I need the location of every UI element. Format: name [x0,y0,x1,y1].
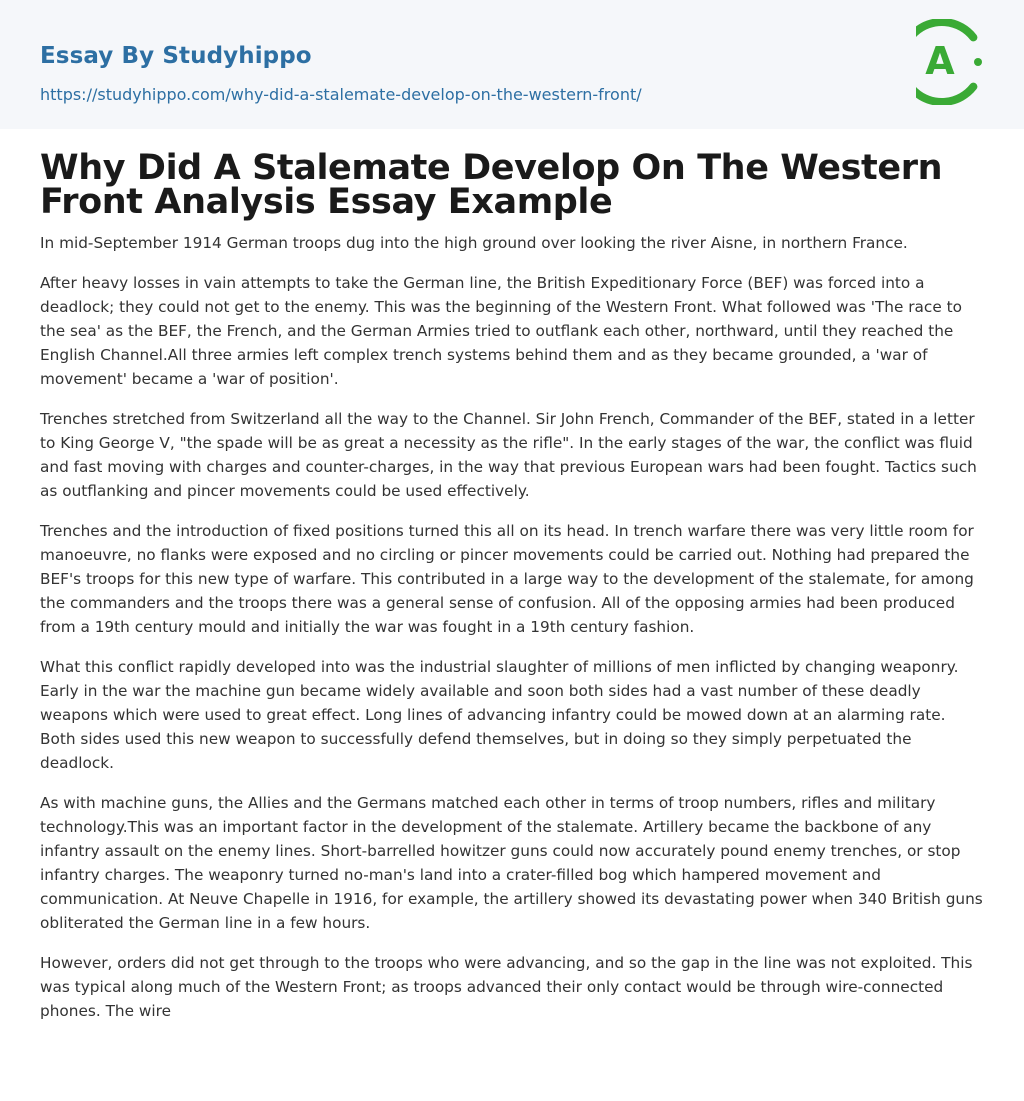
site-header [0,0,1024,129]
article-paragraph-1: In mid-September 1914 German troops dug into the high ground over looking the river Aisne, in northern France. [40,234,908,252]
article-paragraph-5: What this conflict rapidly developed into was the industrial slaughter of millions of men inflicted by changing weaponry. Early in the war the machine gun became widely available and soon both sides had a vast number of these deadly weapons which were used to great effect. Long lines of advancing infantry could be mowed down at an alarming rate. Both sides used this new weapon to successfully defend themselves, but in doing so they simply perpetuated the deadlock. [40,658,959,772]
article-paragraph-7: However, orders did not get through to the troops who were advancing, and so the gap in the line was not exploited. This was typical along much of the Western Front; as troops advanced their only contact would be through wire-connected phones. The wire [40,954,973,1020]
site-brand[interactable]: Essay By Studyhippo [40,43,312,69]
article-content [0,148,1024,1023]
logo-letter: A [925,39,955,83]
essay-url-link[interactable]: https://studyhippo.com/why-did-a-stalemate-develop-on-the-western-front/ [40,85,642,104]
article-title: Why Did A Stalemate Develop On The Western Front Analysis Essay Example [40,148,943,222]
article-paragraph-2: After heavy losses in vain attempts to take the German line, the British Expeditionary Force (BEF) was forced into a deadlock; they could not get to the enemy. This was the beginning of the Western Front. What followed was 'The race to the sea' as the BEF, the French, and the German Armies tried to outflank each other, northward, until they reached the English Channel.All three armies left complex trench systems behind them and as they became grounded, a 'war of movement' became a 'war of position'. [40,274,962,388]
article-paragraph-4: Trenches and the introduction of fixed positions turned this all on its head. In trench warfare there was very little room for manoeuvre, no flanks were exposed and no circling or pincer movements could be carried out. Nothing had prepared the BEF's troops for this new type of warfare. This contributed in a large way to the development of the stalemate, for among the commanders and the troops there was a general sense of confusion. All of the opposing armies had been produced from a 19th century mould and initially the war was fought in a 19th century fashion. [40,522,974,636]
article-paragraph-3: Trenches stretched from Switzerland all the way to the Channel. Sir John French, Commander of the BEF, stated in a letter to King George V, "the spade will be as great a necessity as the rifle". In the early stages of the war, the conflict was fluid and fast moving with charges and counter-charges, in the way that previous European wars had been fought. Tactics such as outflanking and pincer movements could be used effectively. [40,410,977,500]
studyhippo-a-logo-icon[interactable] [916,19,986,105]
article-paragraph-6: As with machine guns, the Allies and the Germans matched each other in terms of troop numbers, rifles and military technology.This was an important factor in the development of the stalemate. Artillery became the backbone of any infantry assault on the enemy lines. Short-barrelled howitzer guns could now accurately pound enemy trenches, or stop infantry charges. The weaponry turned no-man's land into a crater-filled bog which hampered movement and communication. At Neuve Chapelle in 1916, for example, the artillery showed its devastating power when 340 British guns obliterated the German line in a few hours. [40,794,983,932]
